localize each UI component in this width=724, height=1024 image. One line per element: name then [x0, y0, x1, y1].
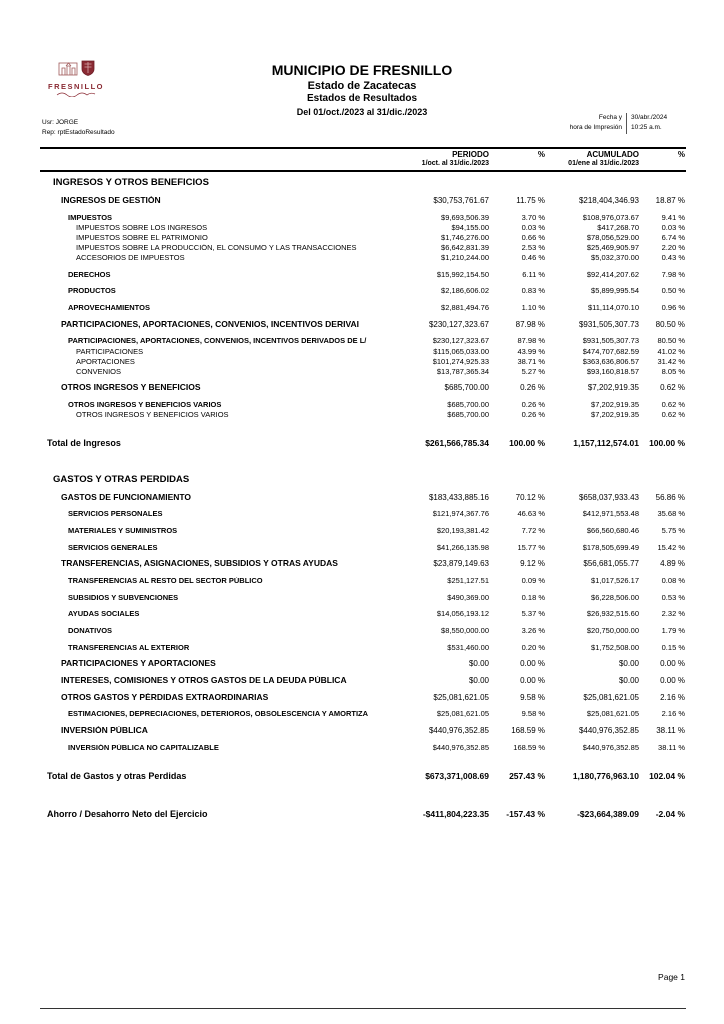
print-date-label: Fecha y	[598, 114, 622, 121]
row-acumulado-amount: -$23,664,389.09	[577, 809, 639, 820]
row-label: TRANSFERENCIAS AL RESTO DEL SECTOR PÚBLICO	[68, 577, 263, 586]
row-acumulado-amount: $440,976,352.85	[582, 742, 639, 752]
row-label: APROVECHAMIENTOS	[68, 304, 150, 313]
row-acumulado-amount: $7,202,919.35	[587, 383, 639, 393]
table-row	[47, 693, 685, 703]
report-state: Estado de Zacatecas	[307, 79, 417, 92]
row-periodo-pct: 6.11 %	[522, 269, 545, 279]
row-acumulado-pct: 0.50 %	[661, 286, 685, 296]
row-label: IMPUESTOS SOBRE LA PRODUCCIÓN, EL CONSUMO Y LAS TRANSACCIONES	[76, 244, 357, 253]
row-acumulado-pct: 2.20 %	[661, 243, 685, 253]
row-acumulado-amount: $26,932,515.60	[586, 609, 639, 619]
row-periodo-amount: $490,369.00	[447, 592, 489, 602]
acumulado-range: 01/ene al 31/dic./2023	[568, 159, 639, 167]
row-label: TRANSFERENCIAS AL EXTERIOR	[68, 643, 190, 652]
row-periodo-pct: 1.10 %	[521, 303, 545, 313]
row-periodo-pct: 43.99 %	[517, 346, 545, 356]
row-periodo-amount: $183,433,885.16	[428, 492, 489, 502]
row-label: SUBSIDIOS Y SUBVENCIONES	[68, 593, 179, 602]
row-periodo-amount: $15,992,154.50	[436, 269, 489, 279]
row-acumulado-amount: $93,160,818.57	[586, 366, 639, 376]
row-acumulado-amount: $1,752,508.00	[591, 642, 639, 652]
row-acumulado-amount: $66,560,680.46	[586, 526, 639, 536]
table-row	[47, 401, 685, 410]
row-periodo-pct: 0.00 %	[520, 675, 545, 685]
table-row	[47, 196, 685, 206]
row-acumulado-pct: 2.16 %	[661, 709, 685, 719]
table-row	[47, 438, 685, 449]
row-label: PARTICIPACIONES	[76, 347, 144, 356]
row-periodo-pct: 0.46 %	[521, 253, 545, 263]
row-acumulado-pct: 0.62 %	[661, 410, 685, 420]
row-label: IMPUESTOS SOBRE LOS INGRESOS	[76, 223, 208, 232]
table-row	[47, 287, 685, 296]
row-acumulado-pct: 0.53 %	[661, 592, 685, 602]
row-periodo-pct: 0.26 %	[520, 383, 545, 393]
print-date-row	[554, 113, 686, 123]
row-periodo-amount: $251,127.51	[447, 576, 489, 586]
row-label: PARTICIPACIONES, APORTACIONES, CONVENIOS, INCENTIVOS DERIVAI	[61, 319, 360, 329]
print-time-label: hora de Impresión	[569, 124, 622, 132]
table-row	[47, 320, 685, 330]
row-periodo-pct: 0.18 %	[521, 592, 545, 602]
row-acumulado-pct: 0.03 %	[661, 222, 685, 232]
row-acumulado-pct: 6.74 %	[661, 232, 685, 242]
row-periodo-amount: $2,186,606.02	[441, 286, 489, 296]
row-periodo-pct: 7.72 %	[521, 526, 545, 536]
print-time-value: 10:25 a.m.	[626, 123, 686, 133]
table-row	[47, 676, 685, 686]
row-periodo-amount: $25,081,621.05	[436, 709, 489, 719]
row-label: APORTACIONES	[76, 357, 135, 366]
row-acumulado-pct: 9.41 %	[661, 212, 685, 222]
row-label: OTROS INGRESOS Y BENEFICIOS VARIOS	[76, 411, 229, 420]
row-label: INGRESOS Y OTROS BENEFICIOS	[53, 178, 209, 188]
row-acumulado-amount: $11,114,070.10	[587, 303, 639, 313]
row-periodo-amount: $94,155.00	[451, 222, 489, 232]
table-row	[47, 726, 685, 736]
row-label: DONATIVOS	[68, 626, 113, 635]
row-periodo-amount: $2,881,494.76	[441, 303, 489, 313]
table-row	[47, 710, 685, 719]
row-periodo-pct: 100.00 %	[509, 437, 545, 448]
row-label: ACCESORIOS DE IMPUESTOS	[76, 254, 185, 263]
user-info	[42, 118, 115, 138]
row-label: SERVICIOS PERSONALES	[68, 510, 163, 519]
row-acumulado-pct: 56.86 %	[655, 492, 685, 502]
row-periodo-amount: $8,550,000.00	[441, 625, 489, 635]
row-periodo-amount: $440,976,352.85	[428, 726, 489, 736]
row-acumulado-amount: $412,971,553.48	[582, 509, 639, 519]
table-row	[47, 493, 685, 503]
row-periodo-amount: $9,693,506.39	[441, 212, 489, 222]
row-acumulado-pct: 1.79 %	[661, 625, 685, 635]
row-periodo-amount: $685,700.00	[444, 383, 489, 393]
row-acumulado-amount: $25,081,621.05	[586, 709, 639, 719]
row-periodo-pct: 5.27 %	[521, 366, 545, 376]
row-periodo-pct: 0.26 %	[521, 400, 545, 410]
row-periodo-pct: 168.59 %	[511, 726, 545, 736]
row-label: ESTIMACIONES, DEPRECIACIONES, DETERIOROS, OBSOLESCENCIA Y AMORTIZA	[68, 710, 369, 719]
row-acumulado-amount: $78,056,529.00	[586, 232, 639, 242]
table-row	[47, 577, 685, 586]
row-periodo-amount: $121,974,367.76	[432, 509, 489, 519]
row-periodo-pct: 46.63 %	[517, 509, 545, 519]
row-acumulado-pct: 2.16 %	[660, 692, 685, 702]
row-periodo-pct: 9.12 %	[520, 559, 545, 569]
row-label: GASTOS DE FUNCIONAMIENTO	[61, 492, 192, 502]
row-label: INGRESOS DE GESTIÓN	[61, 195, 161, 205]
row-acumulado-pct: -2.04 %	[655, 809, 685, 820]
row-periodo-pct: 3.70 %	[521, 212, 545, 222]
row-acumulado-pct: 0.00 %	[660, 675, 685, 685]
periodo-label: PERIODO	[452, 150, 489, 159]
row-acumulado-amount: $178,505,699.49	[582, 542, 639, 552]
page-bottom-rule	[40, 1008, 686, 1009]
row-periodo-pct: 9.58 %	[521, 709, 545, 719]
table-row	[47, 383, 685, 393]
row-acumulado-pct: 5.75 %	[661, 526, 685, 536]
table-row	[47, 337, 685, 346]
row-acumulado-pct: 38.11 %	[658, 742, 685, 752]
row-acumulado-amount: $25,081,621.05	[583, 692, 639, 702]
column-header-spacer	[47, 150, 379, 168]
row-periodo-pct: 11.75 %	[516, 195, 545, 205]
row-label: Ahorro / Desahorro Neto del Ejercicio	[47, 809, 208, 820]
row-acumulado-amount: $108,976,073.67	[582, 212, 639, 222]
table-row	[47, 809, 685, 820]
table-row	[47, 559, 685, 569]
row-acumulado-pct: 80.50 %	[657, 336, 685, 346]
column-header-pct-periodo: %	[537, 150, 545, 159]
row-periodo-amount: $0.00	[468, 675, 489, 685]
row-label: DERECHOS	[68, 270, 111, 279]
row-acumulado-amount: $0.00	[618, 659, 639, 669]
row-periodo-pct: 0.09 %	[521, 576, 545, 586]
table-row	[47, 224, 685, 233]
row-periodo-pct: 257.43 %	[509, 770, 545, 781]
table-row	[47, 271, 685, 280]
row-periodo-amount: $115,065,033.00	[433, 346, 489, 356]
row-acumulado-amount: $5,899,995.54	[591, 286, 639, 296]
table-row	[47, 254, 685, 263]
logo-wordmark: FRESNILLO	[48, 82, 104, 91]
row-periodo-pct: 87.98 %	[515, 319, 545, 329]
row-periodo-pct: 168.59 %	[513, 742, 545, 752]
row-periodo-pct: 0.66 %	[521, 232, 545, 242]
table-row	[47, 214, 685, 223]
row-label: INVERSIÓN PÚBLICA NO CAPITALIZABLE	[68, 743, 219, 752]
row-periodo-pct: 0.26 %	[521, 410, 545, 420]
row-acumulado-pct: 0.08 %	[661, 576, 685, 586]
row-acumulado-amount: $474,707,682.59	[582, 346, 639, 356]
table-row	[47, 644, 685, 653]
row-acumulado-amount: $218,404,346.93	[578, 195, 639, 205]
row-acumulado-pct: 0.15 %	[661, 642, 685, 652]
report-name: Estados de Resultados	[306, 93, 418, 105]
row-periodo-amount: $685,700.00	[447, 410, 489, 420]
table-row	[47, 368, 685, 377]
row-label: IMPUESTOS SOBRE EL PATRIMONIO	[76, 233, 208, 242]
acumulado-label: ACUMULADO	[586, 150, 639, 159]
table-row	[47, 527, 685, 536]
row-label: IMPUESTOS	[68, 213, 113, 222]
row-acumulado-amount: $7,202,919.35	[591, 400, 639, 410]
row-label: INTERESES, COMISIONES Y OTROS GASTOS DE LA DEUDA PÚBLICA	[61, 675, 347, 685]
row-periodo-amount: $30,753,761.67	[433, 195, 489, 205]
row-acumulado-pct: 0.43 %	[661, 253, 685, 263]
row-periodo-amount: $23,879,149.63	[433, 559, 489, 569]
table-row	[47, 178, 685, 189]
row-periodo-amount: $101,274,925.33	[432, 356, 489, 366]
row-label: MATERIALES Y SUMINISTROS	[68, 527, 178, 536]
row-periodo-amount: $6,642,831.39	[441, 243, 489, 253]
report-title: MUNICIPIO DE FRESNILLO	[271, 62, 453, 78]
column-header-periodo	[379, 150, 489, 168]
row-acumulado-pct: 35.68 %	[657, 509, 685, 519]
row-periodo-amount: $230,127,323.67	[432, 336, 489, 346]
row-acumulado-amount: $25,469,905.97	[586, 243, 639, 253]
row-periodo-amount: $0.00	[468, 659, 489, 669]
table-row	[47, 544, 685, 553]
row-acumulado-amount: $56,681,055.77	[583, 559, 639, 569]
table-row	[47, 771, 685, 782]
row-acumulado-pct: 0.62 %	[661, 400, 685, 410]
row-label: OTROS GASTOS Y PÉRDIDAS EXTRAORDINARIAS	[61, 692, 269, 702]
table-row	[47, 594, 685, 603]
table-row	[47, 475, 685, 486]
row-acumulado-amount: $0.00	[618, 675, 639, 685]
row-periodo-amount: $531,460.00	[447, 642, 489, 652]
row-acumulado-pct: 38.11 %	[656, 726, 685, 736]
row-periodo-amount: $440,976,352.85	[432, 742, 489, 752]
column-header-pct-acumulado: %	[677, 150, 685, 159]
row-label: SERVICIOS GENERALES	[68, 543, 158, 552]
print-date-value: 30/abr./2024	[626, 113, 686, 123]
row-periodo-pct: 9.58 %	[520, 692, 545, 702]
row-periodo-pct: 38.71 %	[517, 356, 545, 366]
row-acumulado-amount: $931,505,307.73	[582, 336, 639, 346]
periodo-range: 1/oct. al 31/dic./2023	[421, 159, 489, 167]
row-periodo-amount: $230,127,323.67	[428, 319, 489, 329]
row-periodo-pct: -157.43 %	[506, 809, 545, 820]
row-periodo-pct: 70.12 %	[515, 492, 545, 502]
row-periodo-amount: $673,371,008.69	[425, 770, 489, 781]
row-label: CONVENIOS	[76, 367, 122, 376]
row-acumulado-pct: 0.96 %	[661, 303, 685, 313]
row-periodo-amount: $41,266,135.98	[436, 542, 489, 552]
row-periodo-amount: $1,210,244.00	[441, 253, 489, 263]
print-info	[554, 113, 686, 134]
row-acumulado-amount: $6,228,506.00	[591, 592, 639, 602]
row-acumulado-amount: $363,636,806.57	[582, 356, 639, 366]
row-periodo-pct: 87.98 %	[517, 336, 545, 346]
row-periodo-pct: 0.03 %	[521, 222, 545, 232]
row-periodo-pct: 3.26 %	[521, 625, 545, 635]
row-periodo-amount: $25,081,621.05	[433, 692, 489, 702]
row-acumulado-pct: 8.05 %	[661, 366, 685, 376]
row-periodo-pct: 15.77 %	[517, 542, 545, 552]
row-periodo-pct: 5.37 %	[521, 609, 545, 619]
row-acumulado-pct: 0.00 %	[660, 659, 685, 669]
row-label: OTROS INGRESOS Y BENEFICIOS	[61, 383, 201, 393]
row-acumulado-pct: 4.89 %	[660, 559, 685, 569]
row-label: TRANSFERENCIAS, ASIGNACIONES, SUBSIDIOS Y OTRAS AYUDAS	[61, 559, 338, 569]
row-acumulado-pct: 15.42 %	[657, 542, 685, 552]
row-periodo-pct: 0.83 %	[521, 286, 545, 296]
row-acumulado-amount: $1,017,526.17	[591, 576, 639, 586]
table-row	[47, 358, 685, 367]
row-acumulado-pct: 31.42 %	[657, 356, 685, 366]
row-acumulado-amount: $20,750,000.00	[586, 625, 639, 635]
report-period: Del 01/oct./2023 al 31/dic./2023	[296, 107, 428, 118]
row-label: Total de Ingresos	[47, 437, 121, 448]
user-label: Usr: JORGE	[42, 119, 79, 126]
column-header-acumulado	[545, 150, 639, 168]
row-periodo-amount: $13,787,365.34	[436, 366, 489, 376]
report-title-block	[0, 62, 724, 118]
row-acumulado-amount: $92,414,207.62	[586, 269, 639, 279]
table-row	[47, 348, 685, 357]
row-periodo-amount: $20,193,381.42	[436, 526, 489, 536]
report-label: Rep: rptEstadoResultado	[42, 128, 115, 136]
table-row	[47, 234, 685, 243]
row-label: INVERSIÓN PÚBLICA	[61, 726, 148, 736]
table-row	[47, 510, 685, 519]
table-row	[47, 627, 685, 636]
row-label: GASTOS Y OTRAS PÉRDIDAS	[53, 474, 190, 485]
report-table-body	[47, 176, 685, 820]
row-acumulado-pct: 100.00 %	[649, 437, 685, 448]
row-acumulado-amount: $7,202,919.35	[591, 410, 639, 420]
row-periodo-amount: $1,746,276.00	[441, 232, 489, 242]
row-label: AYUDAS SOCIALES	[68, 610, 140, 619]
row-acumulado-pct: 80.50 %	[655, 319, 685, 329]
row-periodo-amount: $14,056,193.12	[436, 609, 489, 619]
row-acumulado-amount: $5,032,370.00	[591, 253, 639, 263]
table-row	[47, 244, 685, 253]
row-periodo-pct: 0.20 %	[521, 642, 545, 652]
header-divider-bottom	[40, 170, 686, 172]
row-label: OTROS INGRESOS Y BENEFICIOS VARIOS	[68, 401, 222, 410]
header-divider-top	[40, 147, 686, 149]
row-label: PARTICIPACIONES Y APORTACIONES	[61, 659, 216, 669]
table-row	[47, 659, 685, 669]
row-acumulado-amount: $417,268.70	[597, 222, 639, 232]
row-acumulado-amount: $658,037,933.43	[578, 492, 639, 502]
row-acumulado-amount: $440,976,352.85	[578, 726, 639, 736]
row-label: Total de Gastos y otras Perdidas	[47, 770, 187, 781]
row-periodo-amount: $685,700.00	[447, 400, 489, 410]
table-row	[47, 304, 685, 313]
table-row	[47, 411, 685, 420]
row-acumulado-pct: 18.87 %	[655, 195, 685, 205]
row-acumulado-pct: 41.02 %	[657, 346, 685, 356]
row-acumulado-amount: 1,180,776,963.10	[572, 770, 639, 781]
row-acumulado-pct: 2.32 %	[661, 609, 685, 619]
print-time-row	[554, 123, 686, 133]
page-number: Page 1	[658, 972, 685, 982]
table-row	[47, 744, 685, 753]
row-acumulado-pct: 102.04 %	[649, 770, 685, 781]
row-label: PRODUCTOS	[68, 287, 116, 296]
row-periodo-pct: 2.53 %	[521, 243, 545, 253]
row-periodo-pct: 0.00 %	[520, 659, 545, 669]
row-acumulado-pct: 0.62 %	[660, 383, 685, 393]
row-acumulado-pct: 7.98 %	[661, 269, 685, 279]
row-acumulado-amount: $931,505,307.73	[578, 319, 639, 329]
row-periodo-amount: $261,566,785.34	[425, 437, 489, 448]
row-label: PARTICIPACIONES, APORTACIONES, CONVENIOS, INCENTIVOS DERIVADOS DE L/	[68, 337, 367, 346]
table-row	[47, 610, 685, 619]
row-periodo-amount: -$411,804,223.35	[422, 809, 489, 820]
row-acumulado-amount: 1,157,112,574.01	[573, 437, 639, 448]
column-headers	[47, 150, 685, 168]
